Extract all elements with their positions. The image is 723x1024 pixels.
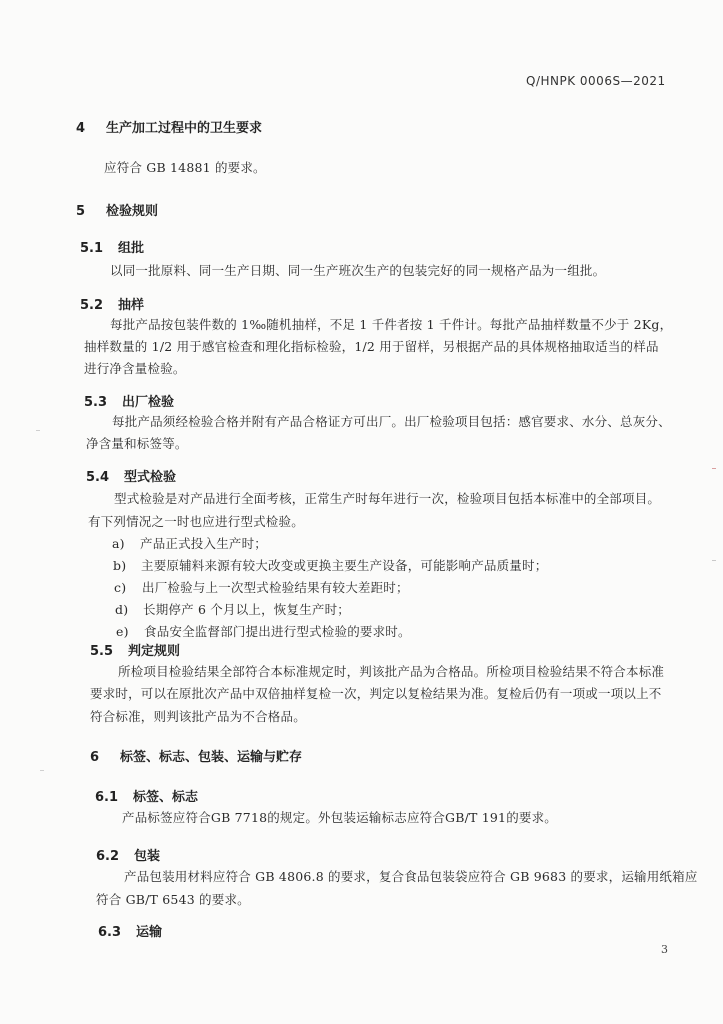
section-title: 包装	[134, 849, 161, 864]
section-5-4-heading	[86, 466, 176, 485]
list-text: 食品安全监督部门提出进行型式检验的要求时。	[144, 624, 411, 639]
section-number: 5.1	[80, 241, 104, 256]
section-title: 组批	[118, 241, 145, 256]
section-title: 抽样	[118, 298, 145, 313]
list-text: 主要原辅料来源有较大改变或更换主要生产设备，可能影响产品质量时；	[141, 558, 548, 573]
list-marker: e)	[116, 624, 129, 639]
section-5-5-heading	[90, 640, 180, 659]
list-item	[113, 556, 547, 574]
section-title: 检验规则	[106, 204, 159, 219]
section-number: 5.2	[80, 298, 104, 313]
section-title: 标签、标志	[133, 790, 199, 805]
section-5-heading	[76, 200, 158, 219]
section-number: 6.3	[98, 925, 122, 940]
section-6-1-body: 产品标签应符合GB 7718的规定。外包装运输标志应符合GB/T 191的要求。	[122, 810, 558, 825]
section-5-1-heading	[80, 237, 144, 256]
section-number: 5.3	[84, 395, 108, 410]
section-title: 型式检验	[124, 470, 177, 485]
list-marker: d)	[115, 602, 129, 617]
section-title: 标签、标志、包装、运输与贮存	[120, 750, 303, 765]
section-number: 4	[76, 121, 86, 136]
section-6-heading	[90, 746, 302, 765]
paragraph-line: 进行净含量检验。	[84, 361, 186, 376]
list-text: 产品正式投入生产时；	[140, 536, 268, 551]
section-number: 6.1	[95, 790, 119, 805]
paragraph-line: 符合标准，则判该批产品为不合格品。	[90, 709, 306, 724]
scan-speck	[36, 430, 40, 431]
paragraph-line: 每批产品须经检验合格并附有产品合格证方可出厂。出厂检验项目包括：感官要求、水分、总灰分、	[112, 414, 671, 429]
standard-code: Q/HNPK 0006S—2021	[526, 74, 666, 88]
paragraph-line: 要求时，可以在原批次产品中双倍抽样复检一次，判定以复检结果为准。复检后仍有一项或一项以上不	[90, 686, 662, 701]
list-item	[116, 622, 411, 640]
section-5-2-heading	[80, 294, 144, 313]
section-6-2-heading	[96, 845, 160, 864]
section-title: 出厂检验	[122, 395, 175, 410]
section-title: 判定规则	[128, 644, 181, 659]
section-title: 运输	[136, 925, 163, 940]
section-5-1-body: 以同一批原料、同一生产日期、同一生产班次生产的包装完好的同一规格产品为一组批。	[110, 263, 606, 278]
list-marker: a)	[112, 536, 125, 551]
paragraph-line: 抽样数量的 1/2 用于感官检查和理化指标检验，1/2 用于留样，另根据产品的具体规格抽取适当的样品	[84, 339, 659, 354]
paragraph-line: 每批产品按包装件数的 1‰随机抽样，不足 1 千件者按 1 千件计。每批产品抽样数量不少于 2Kg，	[110, 317, 673, 332]
section-4-body: 应符合 GB 14881 的要求。	[104, 160, 266, 175]
section-number: 6.2	[96, 849, 120, 864]
page-number: 3	[661, 943, 668, 956]
paragraph-line: 有下列情况之一时也应进行型式检验。	[88, 514, 304, 529]
section-4-heading	[76, 117, 262, 136]
paragraph-line: 型式检验是对产品进行全面考核，正常生产时每年进行一次，检验项目包括本标准中的全部项目。	[114, 491, 661, 506]
scan-speck	[712, 560, 716, 561]
list-item	[112, 534, 267, 552]
paragraph-line: 所检项目检验结果全部符合本标准规定时，判该批产品为合格品。所检项目检验结果不符合本标准	[118, 664, 665, 679]
section-number: 5	[76, 204, 86, 219]
paragraph-line: 产品包装用材料应符合 GB 4806.8 的要求，复合食品包装袋应符合 GB 9683 的要求，运输用纸箱应	[124, 869, 698, 884]
section-number: 5.5	[90, 644, 114, 659]
section-title: 生产加工过程中的卫生要求	[106, 121, 263, 136]
section-5-3-heading	[84, 391, 174, 410]
scan-speck	[40, 770, 44, 771]
paragraph-line: 净含量和标签等。	[86, 436, 188, 451]
section-6-3-heading	[98, 921, 162, 940]
list-text: 长期停产 6 个月以上，恢复生产时；	[143, 602, 351, 617]
list-marker: c)	[114, 580, 127, 595]
list-marker: b)	[113, 558, 127, 573]
paragraph-line: 符合 GB/T 6543 的要求。	[96, 892, 250, 907]
section-number: 5.4	[86, 470, 110, 485]
list-item	[115, 600, 350, 618]
list-text: 出厂检验与上一次型式检验结果有较大差距时；	[142, 580, 409, 595]
section-number: 6	[90, 750, 100, 765]
list-item	[114, 578, 409, 596]
section-6-1-heading	[95, 786, 198, 805]
scan-speck	[712, 468, 716, 469]
